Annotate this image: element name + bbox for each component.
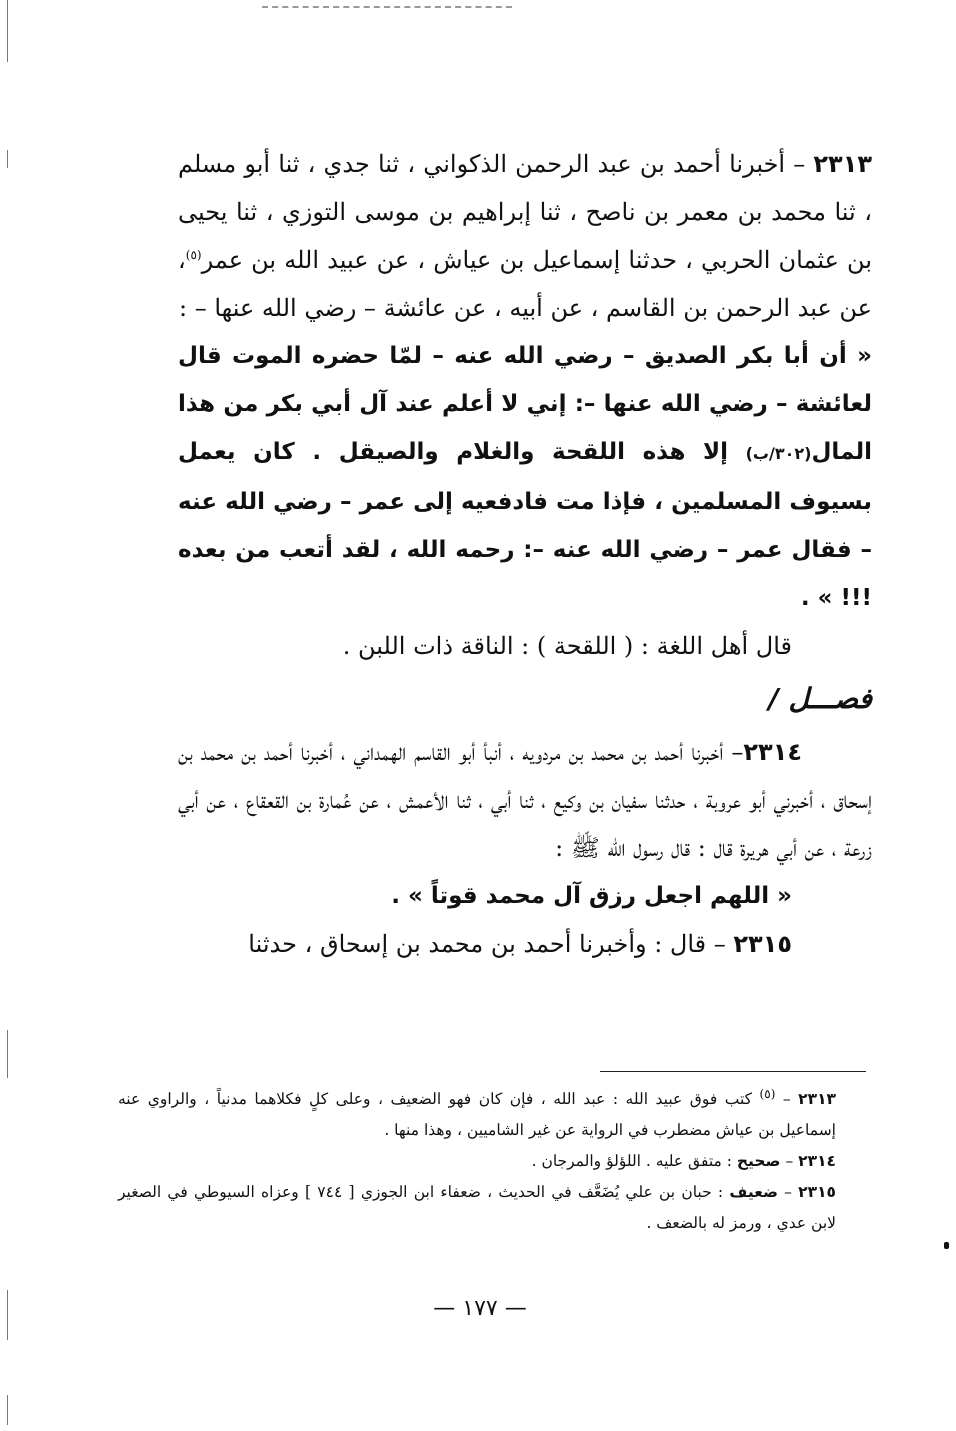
footnote-marker: (٥): [185, 248, 202, 262]
hadith-2314-matn: « اللهم اجعل رزق آل محمد قوتاً » .: [391, 883, 792, 909]
footnote-2315: ٢٣١٥ – ضعيف : حبان بن علي يُضَعَّف في الحديث ، ضعفاء ابن الجوزي [ ٧٤٤ ] وعزاه السيوطي في الصغير لابن عدي ، ورمز له بالضعف .: [118, 1183, 837, 1232]
footnote-divider: [600, 1071, 866, 1072]
scan-edge-line: [7, 0, 8, 62]
page-number: — ١٧٧ —: [433, 1296, 527, 1321]
footnote-2313: ٢٣١٣ – $^{(٥)}$ كتب فوق عبيد الله : عبد الله ، فإن كان فهو الضعيف ، وعلى كلٍ فكلاهما مدنياً ، والراوي عنه إسماعيل بن عياش مضطرب في الرواية عن غير الشاميين ، وهذا منها .: [118, 1086, 836, 1139]
lexical-gloss: قال أهل اللغة : ( اللقحة ) : الناقة ذات اللبن .: [342, 632, 792, 660]
grade: ضعيف: [729, 1183, 778, 1201]
grade: صحيح: [736, 1152, 781, 1170]
folio-reference: (٣٠٢/ب): [745, 444, 812, 463]
hadith-2313-isnad: ٢٣١٣ – أخبرنا أحمد بن عبد الرحمن الذكواني ، ثنا جدي ، ثنا أبو مسلم ، ثنا محمد بن معمر بن ناصح ، ثنا إبراهيم بن موسى التوزي ، ثنا يحيى بن عثمان الحربي ، حدثنا إسماعيل بن عياش ، عن عبيد الله بن عمر$^{(٥)}$، عن عبد الرحمن بن القاسم ، عن أبيه ، عن عائشة – رضي الله عنها – :: [178, 150, 872, 322]
margin-mark: [944, 1242, 949, 1249]
section-title: فصـــل /: [768, 682, 872, 715]
scan-edge-line: [7, 1290, 8, 1340]
hadith-2313-matn: « أن أبا بكر الصديق – رضي الله عنه – لمّا حضره الموت قال لعائشة – رضي الله عنها –: إني لا أعلم عند آل أبي بكر من هذا المال(٣٠٢/ب) إلا هذه اللقحة والغلام والصيقل . كان يعمل بسيوف المسلمين ، فإذا مت فادفعيه إلى عمر – رضي الله عنه – فقال عمر – رضي الله عنه –: رحمه الله ، لقد أتعب من بعده !!! » .: [178, 343, 872, 611]
hadith-number: ٢٣١٤: [743, 738, 802, 766]
hadith-2315-isnad: ٢٣١٥ – قال : وأخبرنا أحمد بن محمد بن إسحاق ، حدثنا: [248, 930, 792, 958]
main-text: [178, 140, 872, 968]
scan-edge-line: [7, 150, 8, 168]
footnote-2314: ٢٣١٤ – صحيح : متفق عليه . اللؤلؤ والمرجان .: [531, 1152, 836, 1170]
scan-edge-line: [7, 1395, 8, 1425]
hadith-number: ٢٣١٣: [813, 150, 872, 178]
footnotes: [118, 1084, 836, 1239]
scan-edge-line: [7, 1030, 8, 1078]
hadith-2314-isnad: ٢٣١٤– أخبرنا أحمد بن محمد بن مردويه ، أنبأ أبو القاسم الهمداني ، أخبرنا أحمد بن محمد بن إسحاق ، أخبرني أبو عروبة ، حدثنا سفيان بن وكيع ، ثنا أبي ، ثنا الأعمش ، عن عُمارة بن القعقاع ، عن أبي زرعة ، عن أبي هريرة قال : قال رسول الله ﷺ :: [178, 738, 872, 862]
hadith-number: ٢٣١٥: [733, 930, 792, 958]
top-scan-mark: [262, 6, 512, 8]
